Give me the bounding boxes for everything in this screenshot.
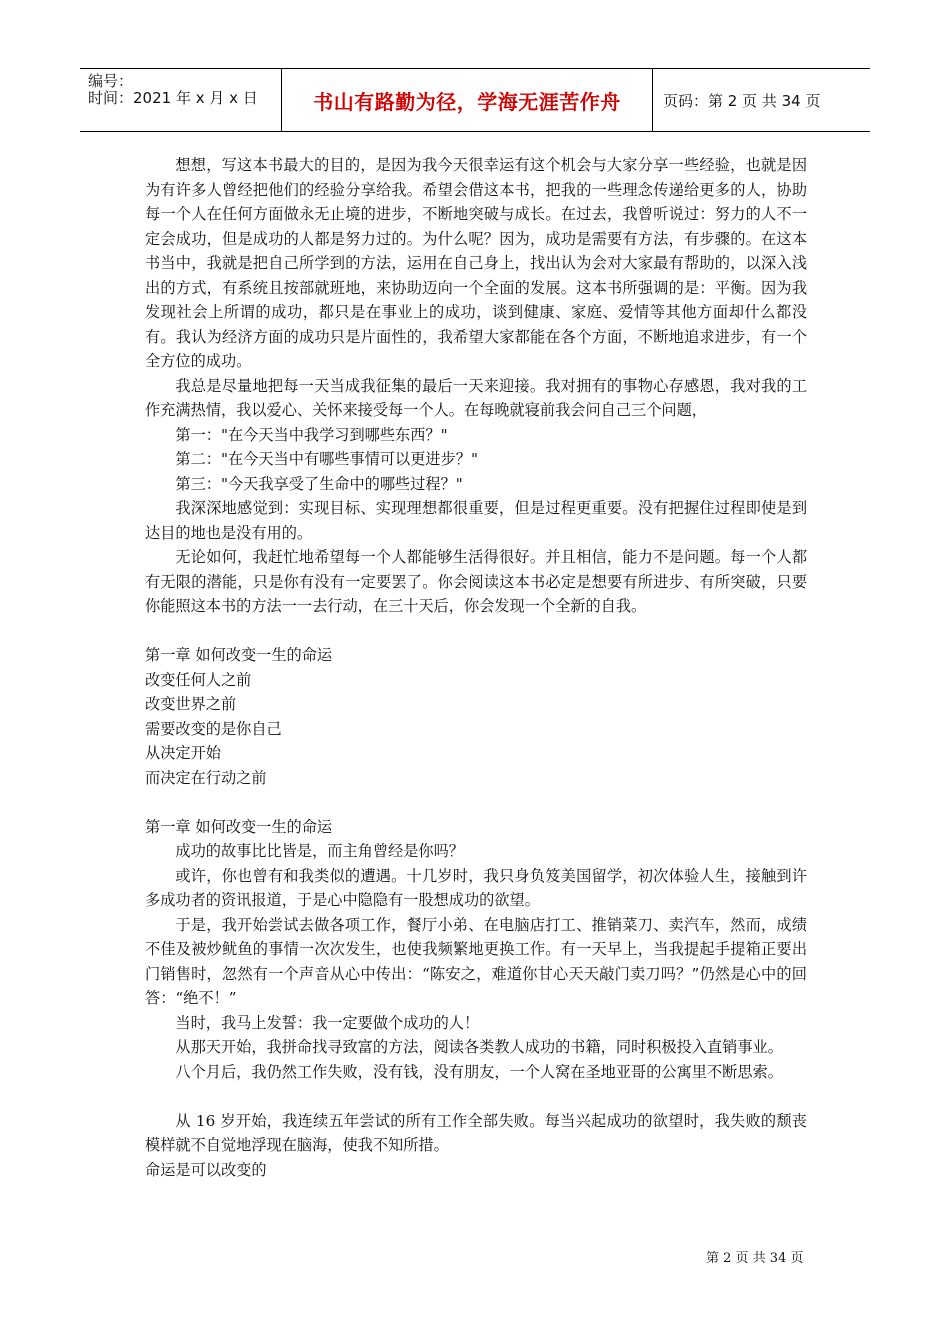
document-body (145, 153, 807, 1182)
code-label: 编号： (88, 72, 134, 90)
paragraph: 从 16 岁开始，我连续五年尝试的所有工作全部失败。每当兴起成功的欲望时，我失败的颓丧模样就不自觉地浮现在脑海，使我不知所措。 (145, 1111, 807, 1154)
poem-line: 需要改变的是你自己 (145, 719, 282, 738)
question-3: 第三："今天我享受了生命中的哪些过程？" (175, 474, 463, 493)
paragraph: 我深深地感觉到：实现目标、实现理想都很重要，但是过程更重要。没有把握住过程即使是到达目的地也是没有用的。 (145, 499, 807, 542)
paragraph: 我总是尽量地把每一天当成我征集的最后一天来迎接。我对拥有的事物心存感恩，我对我的工作充满热情，我以爱心、关怀来接受每一个人。在每晚就寝前我会问自己三个问题， (145, 376, 807, 419)
section-title: 命运是可以改变的 (145, 1160, 267, 1179)
spacer (145, 1084, 807, 1109)
header-meta-cell (80, 69, 282, 131)
paragraph: 从那天开始，我拼命找寻致富的方法，阅读各类教人成功的书籍，同时积极投入直销事业。 (175, 1038, 783, 1056)
poem-line: 改变世界之前 (145, 695, 237, 713)
paragraph: 想想，写这本书最大的目的，是因为我今天很幸运有这个机会与大家分享一些经验，也就是因为有许多人曾经把他们的经验分享给我。希望会借这本书，把我的一些理念传递给更多的人，协助每一个人在任何方面做永无止境的进步，不断地突破与成长。在过去，我曾听说过：努力的人不一定会成功，但是成功的人都是努力过的。为什么呢？因为，成功是需要有方法，有步骤的。在这本书当中，我就是把自己所学到的方法，运用在自己身上，找出认为会对大家最有帮助的，以深入浅出的方式，有系统且按部就班地，来协助迈向一个全面的发展。这本书所强调的是：平衡。因为我发现社会上所谓的成功，都只是在事业上的成功，谈到健康、家庭、爱情等其他方面却什么都没有。我认为经济方面的成功只是片面性的，我希望大家都能在各个方面，不断地追求进步，有一个全方位的成功。 (145, 156, 807, 370)
header-table (80, 68, 870, 132)
paragraph: 或许，你也曾有和我类似的遭遇。十几岁时，我只身负笈美国留学，初次体验人生，接触到许多成功者的资讯报道，于是心中隐隐有一股想成功的欲望。 (145, 866, 807, 909)
page-info: 页码：第 2 页 共 34 页 (663, 91, 821, 110)
chapter-title: 第一章 如何改变一生的命运 (145, 817, 333, 836)
header-motto-cell (282, 69, 653, 131)
paragraph: 于是，我开始尝试去做各项工作，餐厅小弟、在电脑店打工、推销菜刀、卖汽车，然而，成绩不佳及被炒鱿鱼的事情一次次发生，也使我频繁地更换工作。有一天早上，当我提起手提箱正要出门销售时，忽然有一个声音从心中传出：“陈安之，难道你甘心天天敲门卖刀吗？”仍然是心中的回答：“绝不！” (145, 915, 807, 1007)
paragraph: 当时，我马上发誓：我一定要做个成功的人！ (175, 1013, 480, 1032)
spacer (145, 790, 807, 815)
date-line: 时间：2021 年 x 月 x 日 (88, 89, 258, 107)
question-1: 第一："在今天当中我学习到哪些东西？" (175, 425, 448, 444)
page-footer: 第 2 页 共 34 页 (706, 1251, 804, 1266)
paragraph: 八个月后，我仍然工作失败，没有钱，没有朋友，一个人窝在圣地亚哥的公寓里不断思索。 (175, 1062, 783, 1081)
poem-line: 而决定在行动之前 (145, 768, 267, 787)
paragraph: 无论如何，我赶忙地希望每一个人都能够生活得很好。并且相信，能力不是问题。每一个人都有无限的潜能，只是你有没有一定要罢了。你会阅读这本书必定是想要有所进步、有所突破，只要你能照这本书的方法一一去行动，在三十天后，你会发现一个全新的自我。 (145, 548, 807, 615)
spacer (145, 619, 807, 644)
poem-line: 从决定开始 (145, 744, 221, 762)
chapter-title: 第一章 如何改变一生的命运 (145, 646, 333, 664)
poem-line: 改变任何人之前 (145, 670, 252, 689)
header-page-cell (653, 69, 870, 131)
motto: 书山有路勤为径，学海无涯苦作舟 (313, 89, 621, 114)
paragraph: 成功的故事比比皆是，而主角曾经是你吗？ (175, 842, 464, 860)
question-2: 第二："在今天当中有哪些事情可以更进步？" (175, 450, 478, 468)
